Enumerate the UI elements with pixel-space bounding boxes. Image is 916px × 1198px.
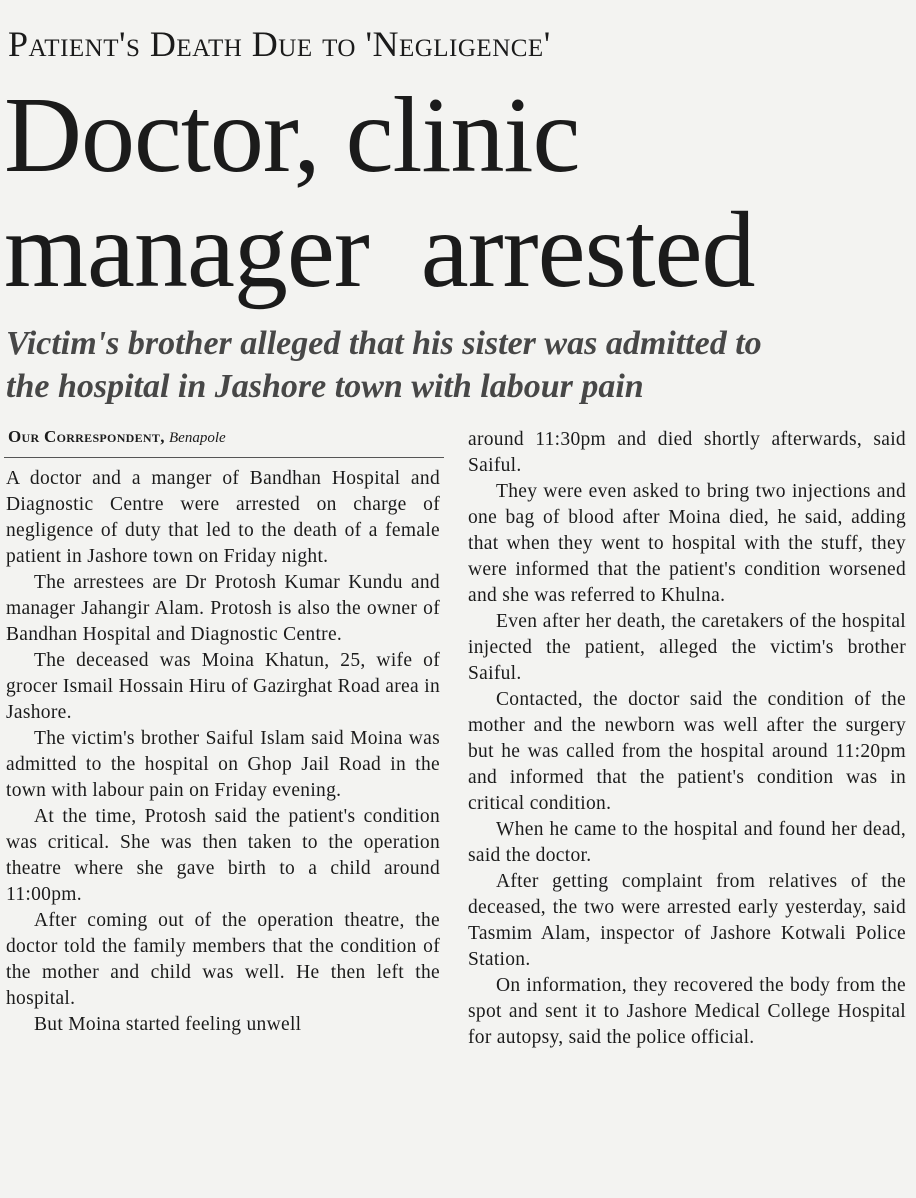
paragraph: On information, they recovered the body from the spot and sent it to Jashore Medical College Hospital for autopsy, said the police official. [468, 975, 906, 1048]
article-column-right [468, 427, 906, 1051]
article-column-left [6, 466, 440, 1038]
byline-place: Benapole [169, 430, 226, 446]
paragraph: The victim's brother Saiful Islam said Moina was admitted to the hospital on Ghop Jail Road in the town with labour pain on Friday evening. [6, 728, 440, 801]
paragraph: around 11:30pm and died shortly afterwards, said Saiful. [468, 429, 906, 476]
paragraph: After getting complaint from relatives of the deceased, the two were arrested early yesterday, said Tasmim Alam, inspector of Jashore Kotwali Police Station. [468, 871, 906, 970]
paragraph: At the time, Protosh said the patient's condition was critical. She was then taken to the operation theatre where she gave birth to a child around 11:00pm. [6, 806, 440, 905]
deck-subheadline [6, 322, 912, 408]
paragraph: They were even asked to bring two injections and one bag of blood after Moina died, he said, adding that when they went to hospital with the stuff, they were informed that the patient's condition worsened and she was referred to Khulna. [468, 481, 906, 606]
deck-line-2: the hospital in Jashore town with labour pain [6, 368, 644, 405]
byline [8, 425, 226, 450]
paragraph: Contacted, the doctor said the condition of the mother and the newborn was well after the surgery but he was called from the hospital around 11:20pm and informed that the patient's condition was in critical condition. [468, 689, 906, 814]
kicker-heading: Patient's Death Due to 'Negligence' [8, 24, 551, 64]
paragraph: After coming out of the operation theatre, the doctor told the family members that the condition of the mother and child was well. He then left the hospital. [6, 910, 440, 1009]
headline-line-1: Doctor, clinic [4, 76, 580, 195]
paragraph: The arrestees are Dr Protosh Kumar Kundu and manager Jahangir Alam. Protosh is also the owner of Bandhan Hospital and Diagnostic Centre. [6, 572, 440, 645]
byline-name: Our Correspondent, [8, 427, 165, 446]
paragraph: When he came to the hospital and found her dead, said the doctor. [468, 819, 906, 866]
deck-line-1: Victim's brother alleged that his sister was admitted to [6, 325, 762, 362]
headline-line-2: manager arrested [4, 191, 755, 310]
paragraph: But Moina started feeling unwell [34, 1014, 302, 1035]
byline-divider [4, 457, 444, 458]
headline [4, 78, 755, 308]
paragraph: The deceased was Moina Khatun, 25, wife of grocer Ismail Hossain Hiru of Gazirghat Road area in Jashore. [6, 650, 440, 723]
paragraph: A doctor and a manger of Bandhan Hospital and Diagnostic Centre were arrested on charge of negligence of duty that led to the death of a female patient in Jashore town on Friday night. [6, 468, 440, 567]
paragraph: Even after her death, the caretakers of the hospital injected the patient, alleged the victim's brother Saiful. [468, 611, 906, 684]
